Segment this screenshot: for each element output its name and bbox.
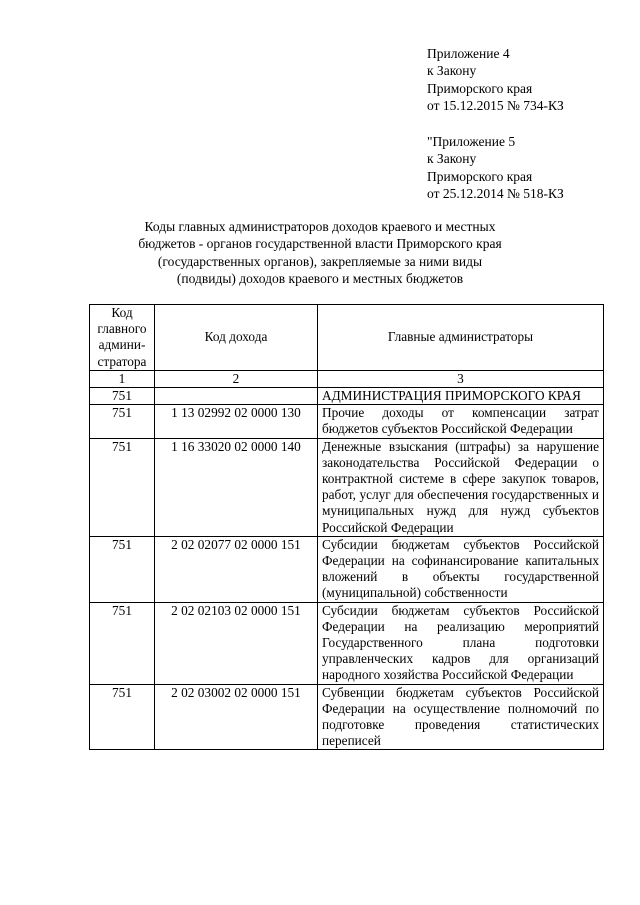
header-admin-code-line: Код: [111, 305, 133, 320]
admin-code-cell: 751: [90, 405, 155, 438]
income-code-cell: 2 02 03002 02 0000 151: [155, 684, 318, 750]
admin-code-cell: 751: [90, 438, 155, 536]
appendix-4-header: [427, 45, 627, 114]
appendix-5-line: от 25.12.2014 № 518-КЗ: [427, 185, 564, 201]
header-admin-code: [90, 305, 155, 371]
header-admin-code-line: админи-: [98, 337, 146, 353]
admin-code-cell: 751: [90, 388, 155, 405]
income-code-cell: 1 13 02992 02 0000 130: [155, 405, 318, 438]
admin-code-cell: 751: [90, 602, 155, 684]
table-row: [90, 438, 604, 536]
column-number: 2: [155, 370, 318, 387]
table-row: [90, 405, 604, 438]
table-row: [90, 602, 604, 684]
income-code-cell: 1 16 33020 02 0000 140: [155, 438, 318, 536]
administrator-name-cell: Денежные взыскания (штрафы) за нарушение законодательства Российской Федерации о контрактной системе в сфере закупок товаров, работ, услуг для обеспечения государственных и муниципальных нужд для нужд субъектов Российской Федерации: [318, 438, 604, 536]
appendix-5-line: к Закону: [427, 151, 477, 167]
appendix-5-header: [427, 133, 627, 202]
appendix-4-line: от 15.12.2015 № 734-КЗ: [427, 97, 564, 113]
table-row: [90, 388, 604, 405]
document-title: [100, 218, 540, 287]
title-line: бюджетов - органов государственной власти Приморского края: [138, 236, 502, 252]
appendix-5-line: Приморского края: [427, 168, 533, 184]
column-number: 3: [318, 370, 604, 387]
income-code-cell: [155, 388, 318, 405]
header-income-code: Код дохода: [155, 305, 318, 371]
title-line: (государственных органов), закрепляемые за ними виды: [157, 253, 483, 269]
income-code-cell: 2 02 02103 02 0000 151: [155, 602, 318, 684]
administrator-name-cell: Субсидии бюджетам субъектов Российской Федерации на реализацию мероприятий Государственного плана подготовки управленческих кадров для организаций народного хозяйства Российской Федерации: [318, 602, 604, 684]
header-administrators: Главные администраторы: [318, 305, 604, 371]
administrators-table: [89, 304, 604, 750]
admin-code-cell: 751: [90, 536, 155, 602]
appendix-5-line: "Приложение 5: [427, 134, 516, 149]
administrator-name-cell: Субвенции бюджетам субъектов Российской Федерации на осуществление полномочий по подготовке проведения статистических переписей: [318, 684, 604, 750]
column-number: 1: [90, 370, 155, 387]
income-code-cell: 2 02 02077 02 0000 151: [155, 536, 318, 602]
appendix-4-line: Приморского края: [427, 80, 533, 96]
title-line: Коды главных администраторов доходов краевого и местных: [144, 219, 496, 234]
table-row: [90, 536, 604, 602]
administrator-name-cell: Субсидии бюджетам субъектов Российской Федерации на софинансирование капитальных вложений в объекты государственной (муниципальной) собственности: [318, 536, 604, 602]
table-numbering-row: [90, 370, 604, 387]
header-admin-code-line: стратора: [97, 353, 147, 369]
appendix-4-line: к Закону: [427, 63, 477, 79]
title-line: (подвиды) доходов краевого и местных бюджетов: [176, 270, 464, 286]
header-admin-code-line: главного: [97, 321, 147, 337]
admin-code-cell: 751: [90, 684, 155, 750]
administrator-name-cell: Прочие доходы от компенсации затрат бюджетов субъектов Российской Федерации: [318, 405, 604, 438]
appendix-4-line: Приложение 4: [427, 46, 510, 61]
table-header-row: [90, 305, 604, 371]
administrator-name-cell: АДМИНИСТРАЦИЯ ПРИМОРСКОГО КРАЯ: [318, 388, 604, 405]
table-row: [90, 684, 604, 750]
